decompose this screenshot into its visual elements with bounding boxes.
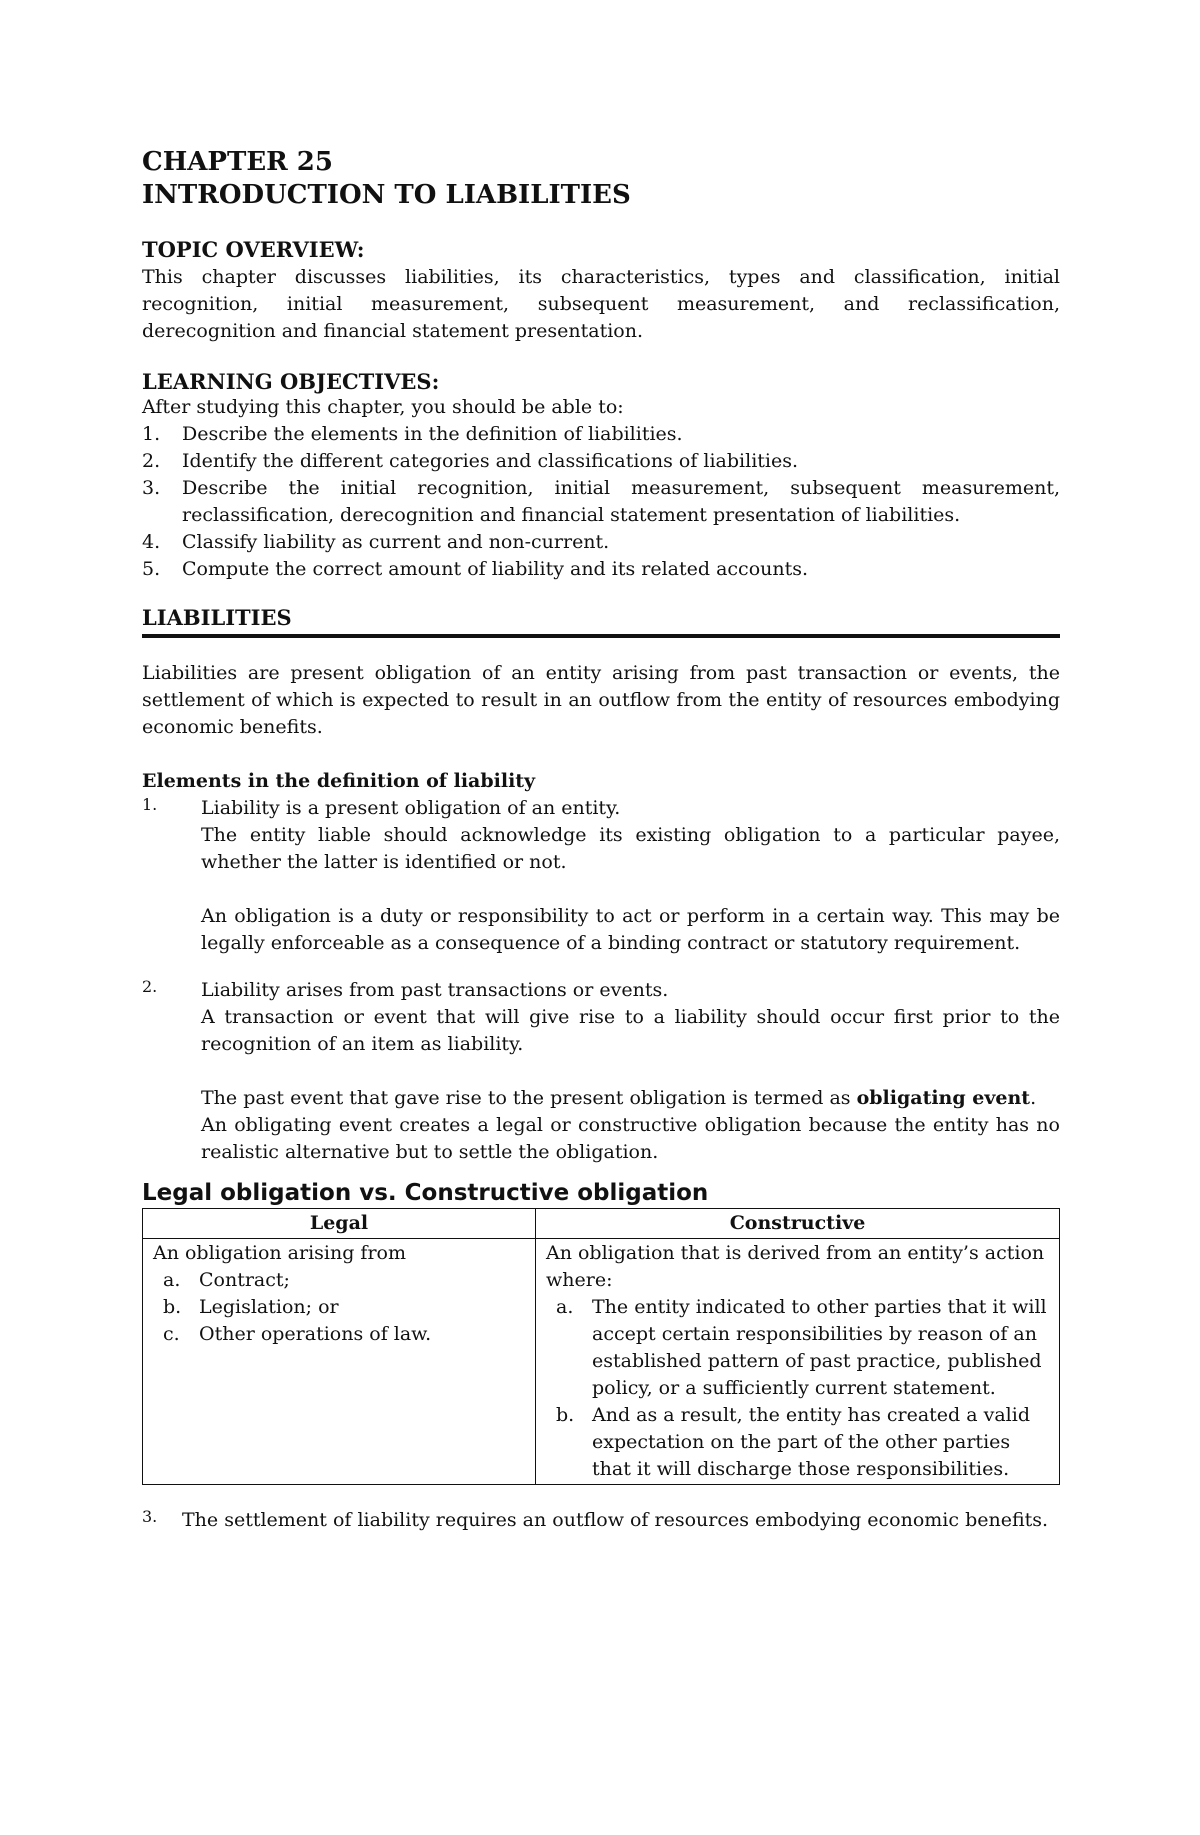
chapter-title: INTRODUCTION TO LIABILITIES	[142, 179, 631, 210]
list-item: 3. Describe the initial recognition, initial measurement, subsequent measurement, reclassification, derecognition and financial statement presentation of liabilities.	[142, 477, 1060, 527]
obligating-event-term: obligating event	[856, 1087, 1031, 1110]
learning-objectives-list	[142, 421, 1060, 583]
liabilities-heading: LIABILITIES	[142, 605, 292, 631]
element-1-para1: The entity liable should acknowledge its existing obligation to a particular payee, whether the latter is identified or not.	[201, 824, 1060, 874]
element-2-title: Liability arises from past transactions or events.	[201, 979, 669, 1002]
table-title: Legal obligation vs. Constructive obligation	[142, 1180, 709, 1207]
learning-objectives-heading: LEARNING OBJECTIVES:	[142, 369, 440, 395]
legal-cell: An obligation arising from a. Contract; b. Legislation; or c. Other operations of law.	[143, 1239, 536, 1485]
list-item: a. Contract;	[163, 1269, 290, 1292]
element-3-title: The settlement of liability requires an outflow of resources embodying economic benefits.	[182, 1509, 1049, 1532]
list-item: b. Legislation; or	[163, 1296, 339, 1319]
learning-objectives-intro: After studying this chapter, you should be able to:	[142, 396, 624, 419]
element-2: 2. Liability arises from past transactions or events. A transaction or event that will give rise to a liability should occur first prior to the recognition of an item as liability. The past event that gave rise to the present obligation is termed as obligating event. An obligating event creates a legal or constructive obligation because the entity has no realistic alternative but to settle the obligation.	[142, 977, 1060, 1166]
list-item: 4. Classify liability as current and non-current.	[142, 531, 610, 554]
element-1-para2: An obligation is a duty or responsibility to act or perform in a certain way. This may be legally enforceable as a consequence of a binding contract or statutory requirement.	[201, 905, 1060, 955]
table-header-legal: Legal	[143, 1209, 536, 1239]
element-1: 1. Liability is a present obligation of an entity. The entity liable should acknowledge its existing obligation to a particular payee, whether the latter is identified or not. An obligation is a duty or responsibility to act or perform in a certain way. This may be legally enforceable as a consequence of a binding contract or statutory requirement.	[142, 795, 1060, 957]
list-item: a. The entity indicated to other parties that it will accept certain responsibilities by reason of an established pattern of past practice, published policy, or a sufficiently current statement.	[556, 1296, 1047, 1400]
constructive-cell: An obligation that is derived from an entity’s action where: a. The entity indicated to other parties that it will accept certain responsibilities by reason of an established pattern of past practice, published policy, or a sufficiently current statement. b. And as a result, the entity has created a valid expectation on the part of the other parties that it will discharge those responsibilities.	[536, 1239, 1060, 1485]
topic-overview-text: This chapter discusses liabilities, its characteristics, types and classification, initial recognition, initial measurement, subsequent measurement, and reclassification, derecognition and financial statement presentation.	[142, 266, 1060, 343]
document-page	[142, 146, 1060, 1534]
element-2-para2: The past event that gave rise to the present obligation is termed as obligating event.	[201, 1087, 1037, 1110]
list-item: 5. Compute the correct amount of liability and its related accounts.	[142, 558, 809, 581]
table-header-constructive: Constructive	[536, 1209, 1060, 1239]
liabilities-definition: Liabilities are present obligation of an entity arising from past transaction or events, the settlement of which is expected to result in an outflow from the entity of resources embodying economic benefits.	[142, 662, 1060, 739]
element-3: 3. The settlement of liability requires an outflow of resources embodying economic benefits.	[142, 1507, 1060, 1534]
list-item: c. Other operations of law.	[163, 1323, 432, 1346]
section-divider	[142, 634, 1060, 638]
element-1-title: Liability is a present obligation of an entity.	[201, 797, 621, 820]
element-2-para3: An obligating event creates a legal or constructive obligation because the entity has no realistic alternative but to settle the obligation.	[201, 1114, 1060, 1164]
element-2-para1: A transaction or event that will give rise to a liability should occur first prior to the recognition of an item as liability.	[201, 1006, 1060, 1056]
chapter-number: CHAPTER 25	[142, 147, 333, 177]
elements-heading: Elements in the definition of liability	[142, 770, 536, 793]
obligation-comparison-table	[142, 1208, 1060, 1485]
list-item: b. And as a result, the entity has created a valid expectation on the part of the other parties that it will discharge those responsibilities.	[556, 1404, 1030, 1481]
list-item: 1. Describe the elements in the definition of liabilities.	[142, 423, 683, 446]
topic-overview-heading: TOPIC OVERVIEW:	[142, 237, 365, 262]
list-item: 2. Identify the different categories and classifications of liabilities.	[142, 450, 799, 473]
